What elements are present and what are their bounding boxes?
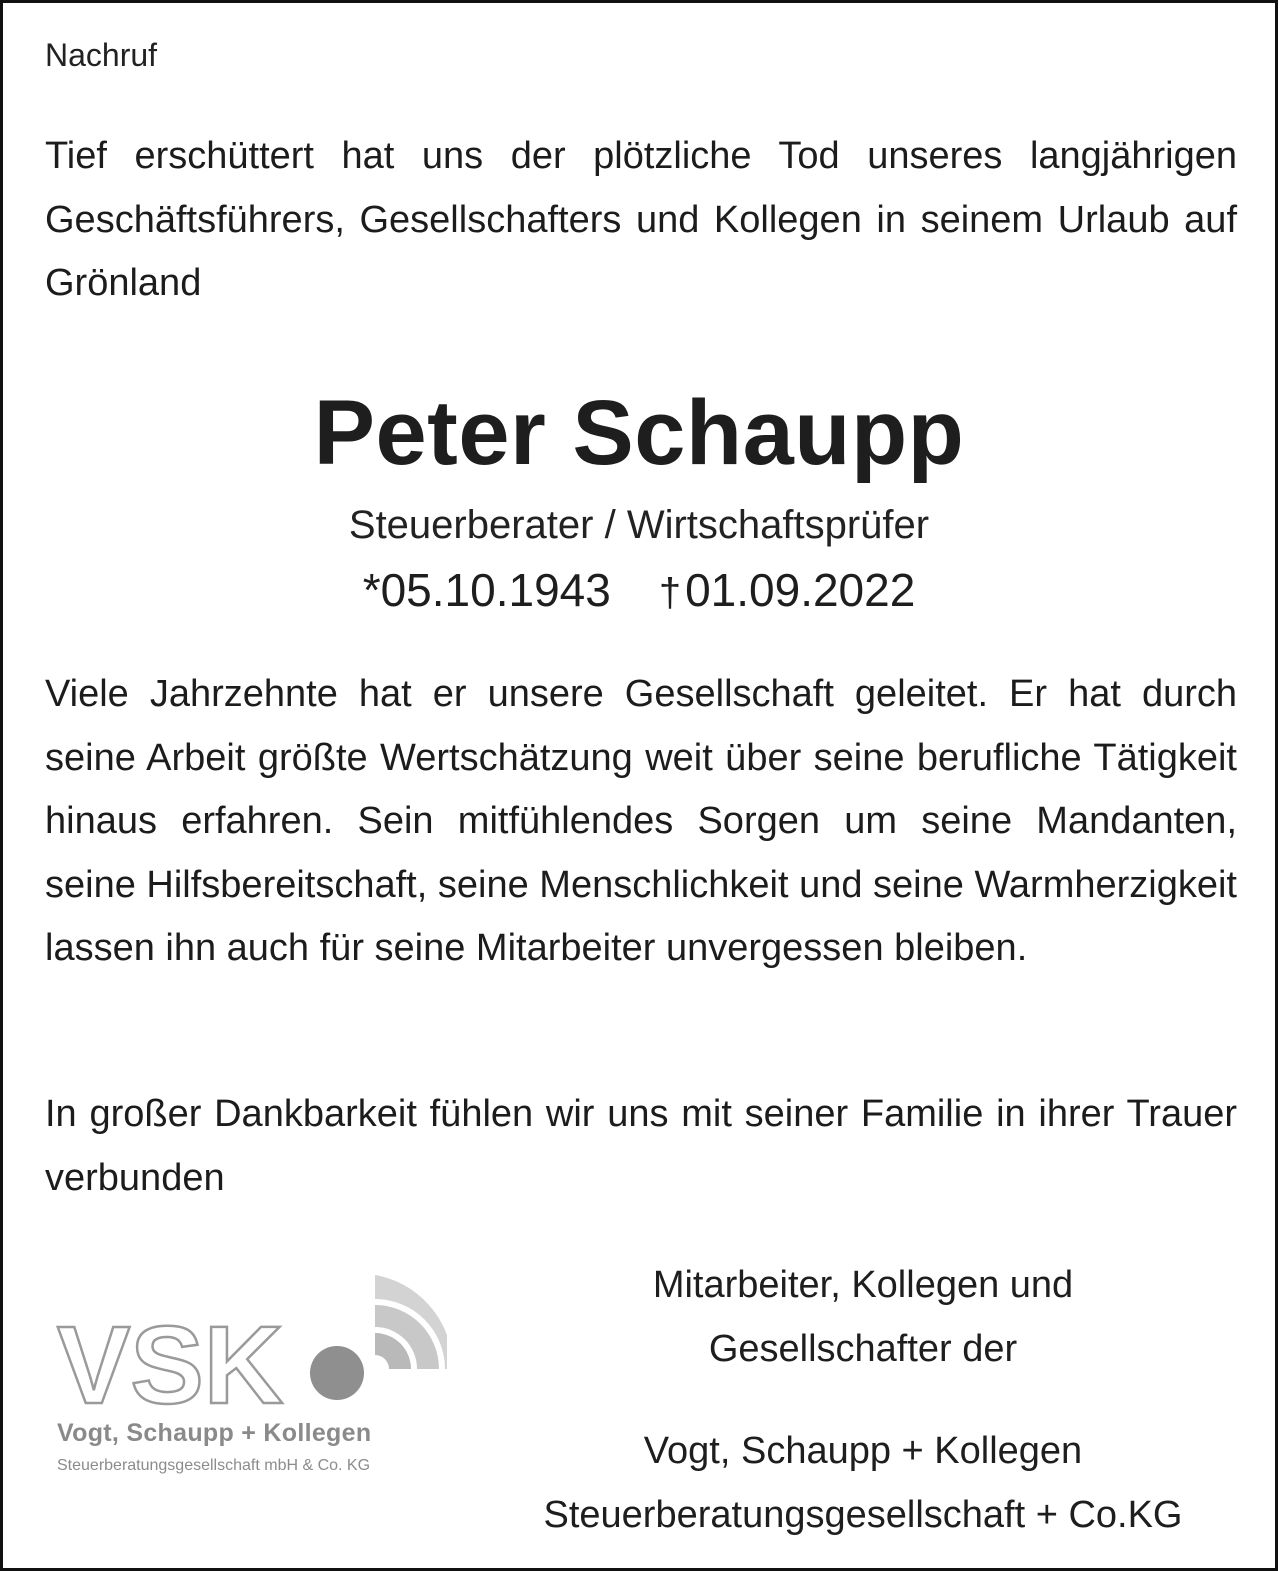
notice-heading: Nachruf xyxy=(45,37,158,73)
closing-paragraph: In großer Dankbarkeit fühlen wir uns mit seiner Familie in ihrer Trauer verbunden xyxy=(45,1093,1237,1199)
deceased-profession: Steuerberater / Wirtschaftsprüfer xyxy=(348,503,930,547)
life-dates xyxy=(3,563,1275,617)
intro-paragraph: Tief erschüttert hat uns der plötzliche Tod unseres langjährigen Geschäftsführers, Gesellschafters und Kollegen in seinem Urlaub auf Grönland xyxy=(45,135,1237,304)
logo-letters: VSK xyxy=(57,1304,284,1425)
logo-company-subtitle: Steuerberatungsgesellschaft mbH & Co. KG xyxy=(57,1457,371,1474)
signature-company-type: Steuerberatungsgesellschaft + Co.KG xyxy=(543,1494,1183,1536)
signature-line-2: Gesellschafter der xyxy=(708,1328,1018,1370)
signature-line-1: Mitarbeiter, Kollegen und xyxy=(652,1264,1074,1306)
birth-date: *05.10.1943 xyxy=(362,564,611,616)
death-date: 01.09.2022 xyxy=(685,564,916,616)
cross-icon: † xyxy=(658,571,682,615)
deceased-name: Peter Schaupp xyxy=(313,382,965,484)
signature-company-name: Vogt, Schaupp + Kollegen xyxy=(643,1430,1083,1472)
vsk-logo-mark xyxy=(55,1265,455,1425)
logo-company-name: Vogt, Schaupp + Kollegen xyxy=(57,1419,372,1447)
tribute-paragraph: Viele Jahrzehnte hat er unsere Gesellschaft geleitet. Er hat durch seine Arbeit größte Wertschätzung weit über seine berufliche Tätigkeit hinaus erfahren. Sein mitfühlendes Sorgen um seine Mandanten, seine Hilfsbereitschaft, seine Menschlichkeit und seine Warmherzigkeit lassen ihn auch für seine Mitarbeiter unvergessen bleiben. xyxy=(45,673,1237,969)
company-logo xyxy=(55,1265,455,1495)
signature-block xyxy=(503,1253,1223,1547)
